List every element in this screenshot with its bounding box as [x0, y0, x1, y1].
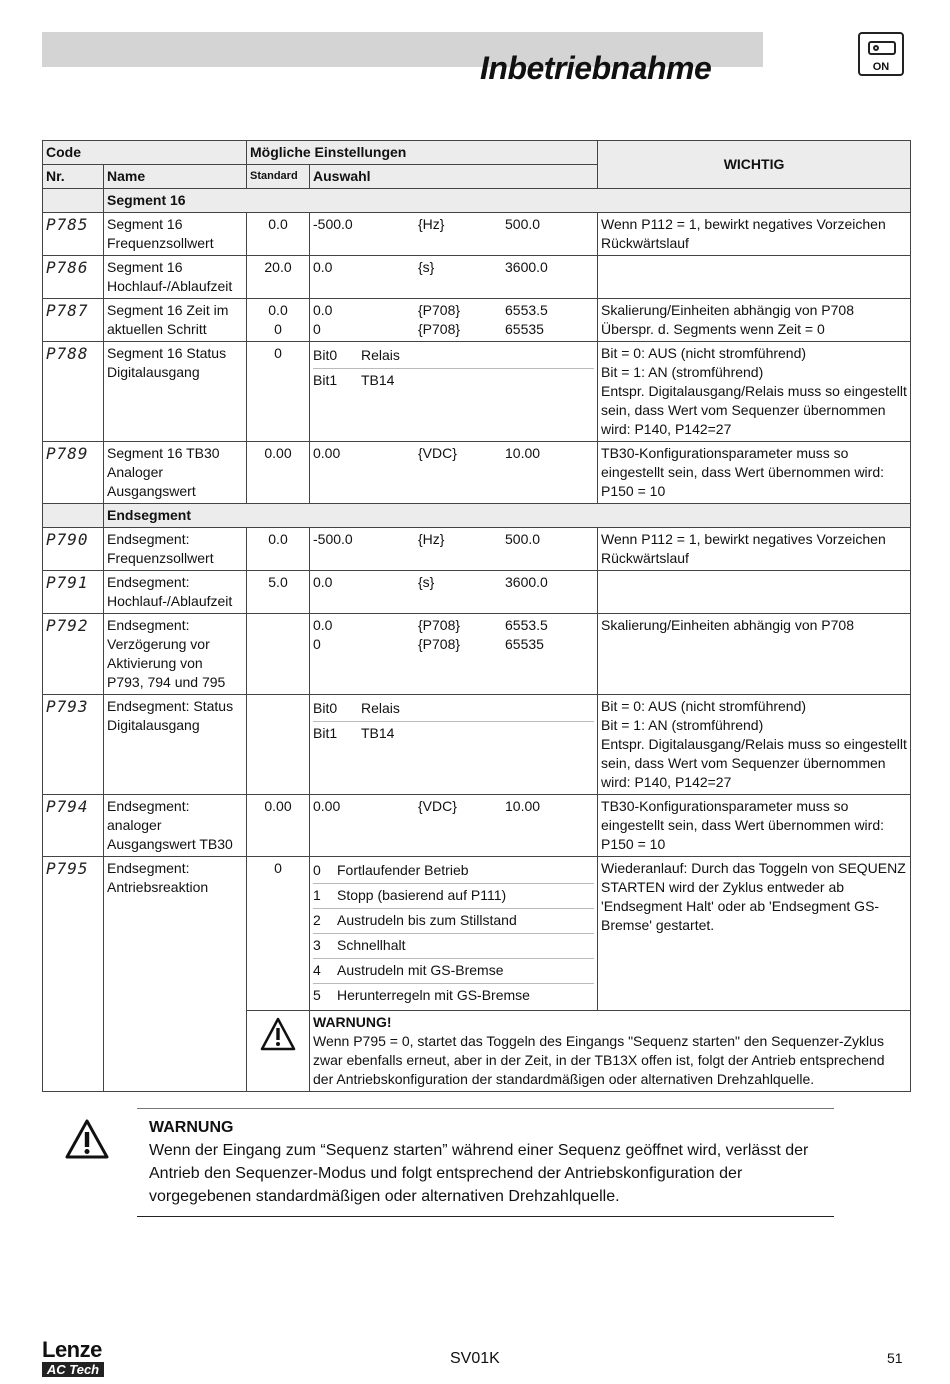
range-unit: {P708} [418, 617, 461, 633]
bit-value: TB14 [361, 725, 395, 741]
option-label: Austrudeln bis zum Stillstand [337, 912, 517, 928]
col-code: Code [43, 141, 247, 165]
param-code: P789 [43, 442, 104, 504]
param-note: TB30-Konfigurationsparameter muss so eingestellt sein, dass Wert übernommen wird: P150 = 10 [598, 442, 911, 504]
bit-label: Bit0 [313, 700, 338, 716]
param-name: Segment 16 TB30 Analoger Ausgangswert [104, 442, 247, 504]
range-max: 500.0 [505, 531, 541, 547]
param-code: P785 [43, 213, 104, 256]
param-name: Segment 16 Zeit im aktuellen Schritt [104, 299, 247, 342]
table-row [43, 695, 911, 795]
param-code: P786 [43, 256, 104, 299]
bit-label: Bit1 [313, 725, 338, 741]
param-name: Segment 16 Status Digitalausgang [104, 342, 247, 442]
range-unit: {VDC} [418, 445, 457, 461]
param-name: Endsegment: Antriebsreaktion [104, 857, 247, 1092]
col-nr: Nr. [43, 165, 104, 189]
range-min: 0.0 [313, 574, 333, 590]
col-standard: Standard [247, 165, 310, 189]
param-note: Bit = 1: AN (stromführend) [601, 364, 764, 380]
range-min: 0 [313, 321, 321, 337]
param-note: Entspr. Digitalausgang/Relais muss so eingestellt sein, dass Wert vom Sequenzer übernommen wird: P140, P142=27 [601, 736, 907, 790]
range-max: 10.00 [505, 445, 541, 461]
range-unit: {P708} [418, 302, 461, 318]
range-unit: {Hz} [418, 531, 445, 547]
range-min: 0.0 [313, 259, 333, 275]
param-name: Segment 16 Frequenzsollwert [104, 213, 247, 256]
param-note: Wenn P112 = 1, bewirkt negatives Vorzeichen Rückwärtslauf [598, 213, 911, 256]
table-row [43, 256, 911, 299]
param-code: P792 [43, 614, 104, 695]
warning-triangle-icon [64, 1118, 110, 1160]
page-number: 51 [887, 1350, 903, 1366]
param-note: Skalierung/Einheiten abhängig von P708 [598, 614, 911, 695]
section-segment-16: Segment 16 [104, 189, 911, 213]
param-note: Skalierung/Einheiten abhängig von P708 [601, 302, 854, 318]
param-default: 0 [247, 342, 310, 442]
param-code: P791 [43, 571, 104, 614]
option-number: 2 [313, 912, 321, 928]
table-warning-text: Wenn P795 = 0, startet das Toggeln des Eingangs "Sequenz starten" den Sequenzer-Zyklus zwar ebenfalls erneut, aber in der Zeit, in der TB13X offen ist, folgt der Antrieb entsprechend der Antriebskonfiguration der standardmäßigen oder alternativen Drehzahlquelle. [313, 1033, 885, 1087]
bit-label: Bit0 [313, 347, 338, 363]
table-row [43, 571, 911, 614]
range-max: 6553.5 [505, 617, 548, 633]
on-label: ON [872, 61, 890, 73]
param-code: P787 [43, 299, 104, 342]
col-settings: Mögliche Einstellungen [247, 141, 598, 165]
bit-value: TB14 [361, 372, 395, 388]
table-warning-title: WARNUNG! [313, 1014, 392, 1030]
option-label: Stopp (basierend auf P111) [337, 887, 507, 903]
page-title: Inbetriebnahme [480, 50, 712, 86]
range-min: 0.0 [313, 302, 333, 318]
col-important: WICHTIG [598, 141, 911, 189]
bit-value: Relais [361, 347, 400, 363]
table-row [43, 614, 911, 695]
range-unit: {s} [418, 259, 435, 275]
param-note: Bit = 0: AUS (nicht stromführend) [601, 698, 807, 714]
option-number: 0 [313, 862, 321, 878]
range-min: 0.0 [313, 617, 333, 633]
param-code: P788 [43, 342, 104, 442]
option-number: 4 [313, 962, 321, 978]
param-note: Bit = 0: AUS (nicht stromführend) [601, 345, 807, 361]
section-endsegment: Endsegment [104, 504, 911, 528]
table-row [43, 342, 911, 442]
param-name: Endsegment: Verzögerung vor Aktivierung von P793, 794 und 795 [104, 614, 247, 695]
param-default: 5.0 [247, 571, 310, 614]
param-code: P790 [43, 528, 104, 571]
param-name: Endsegment: Hochlauf-/Ablaufzeit [104, 571, 247, 614]
param-note: Wenn P112 = 1, bewirkt negatives Vorzeichen Rückwärtslauf [598, 528, 911, 571]
param-code: P795 [43, 857, 104, 1092]
range-max: 3600.0 [505, 259, 548, 275]
col-selection: Auswahl [310, 165, 598, 189]
range-unit: {P708} [418, 636, 461, 652]
range-min: 0 [313, 636, 321, 652]
range-max: 500.0 [505, 216, 541, 232]
range-min: 0.00 [313, 798, 341, 814]
table-row [43, 795, 911, 857]
option-label: Schnellhalt [337, 937, 406, 953]
parameter-table [42, 140, 911, 1092]
range-min: -500.0 [313, 531, 353, 547]
param-default: 0.00 [247, 442, 310, 504]
param-code: P793 [43, 695, 104, 795]
param-note: Wiederanlauf: Durch das Toggeln von SEQUENZ STARTEN wird der Zyklus entweder ab 'Endsegment Halt' oder ab 'Endsegment GS-Bremse' gestartet. [598, 857, 911, 1011]
param-name: Endsegment: Frequenzsollwert [104, 528, 247, 571]
param-default: 0.00 [247, 795, 310, 857]
option-label: Fortlaufender Betrieb [337, 862, 469, 878]
warning-title: WARNUNG [149, 1119, 234, 1136]
param-default: 0.0 [247, 213, 310, 256]
bit-label: Bit1 [313, 372, 338, 388]
bit-value: Relais [361, 700, 400, 716]
warning-text: Wenn der Eingang zum “Sequenz starten” während einer Sequenz geöffnet wird, verlässt der Antrieb den Sequenzer-Modus und folgt entsprechend der Antriebskonfiguration der vorgegebenen standardmäßigen oder alternativen Drehzahlquelle. [149, 1142, 809, 1205]
lenze-logo [42, 1337, 104, 1377]
warning-box [137, 1108, 834, 1217]
table-row [43, 299, 911, 342]
range-unit: {P708} [418, 321, 461, 337]
range-unit: {Hz} [418, 216, 445, 232]
table-row [43, 857, 911, 1011]
param-note: TB30-Konfigurationsparameter muss so eingestellt sein, dass Wert übernommen wird: P150 = 10 [598, 795, 911, 857]
param-name: Segment 16 Hochlauf-/Ablaufzeit [104, 256, 247, 299]
option-label: Herunterregeln mit GS-Bremse [337, 987, 530, 1003]
table-row [43, 528, 911, 571]
range-max: 10.00 [505, 798, 541, 814]
param-note: Entspr. Digitalausgang/Relais muss so eingestellt sein, dass Wert vom Sequenzer übernommen wird: P140, P142=27 [601, 383, 907, 437]
range-max: 65535 [505, 636, 544, 652]
param-name: Endsegment: Status Digitalausgang [104, 695, 247, 795]
option-number: 3 [313, 937, 321, 953]
option-number: 5 [313, 987, 321, 1003]
range-max: 65535 [505, 321, 544, 337]
warning-triangle-icon [260, 1017, 296, 1051]
logo-brand: Lenze [42, 1337, 102, 1362]
param-default: 0.0 [268, 302, 288, 318]
power-switch-on-icon [858, 32, 904, 76]
param-note: Bit = 1: AN (stromführend) [601, 717, 764, 733]
param-name: Endsegment: analoger Ausgangswert TB30 [104, 795, 247, 857]
document-id: SV01K [450, 1350, 500, 1367]
param-note: Überspr. d. Segments wenn Zeit = 0 [601, 321, 825, 337]
param-default: 0.0 [247, 528, 310, 571]
range-min: 0.00 [313, 445, 341, 461]
col-name: Name [104, 165, 247, 189]
param-code: P794 [43, 795, 104, 857]
range-max: 6553.5 [505, 302, 548, 318]
logo-sub: AC Tech [42, 1362, 104, 1377]
option-number: 1 [313, 887, 321, 903]
range-unit: {s} [418, 574, 435, 590]
option-label: Austrudeln mit GS-Bremse [337, 962, 504, 978]
param-default: 0 [274, 321, 282, 337]
table-row [43, 442, 911, 504]
param-default: 20.0 [247, 256, 310, 299]
range-max: 3600.0 [505, 574, 548, 590]
range-unit: {VDC} [418, 798, 457, 814]
range-min: -500.0 [313, 216, 353, 232]
table-row [43, 213, 911, 256]
param-default: 0 [247, 857, 310, 1011]
